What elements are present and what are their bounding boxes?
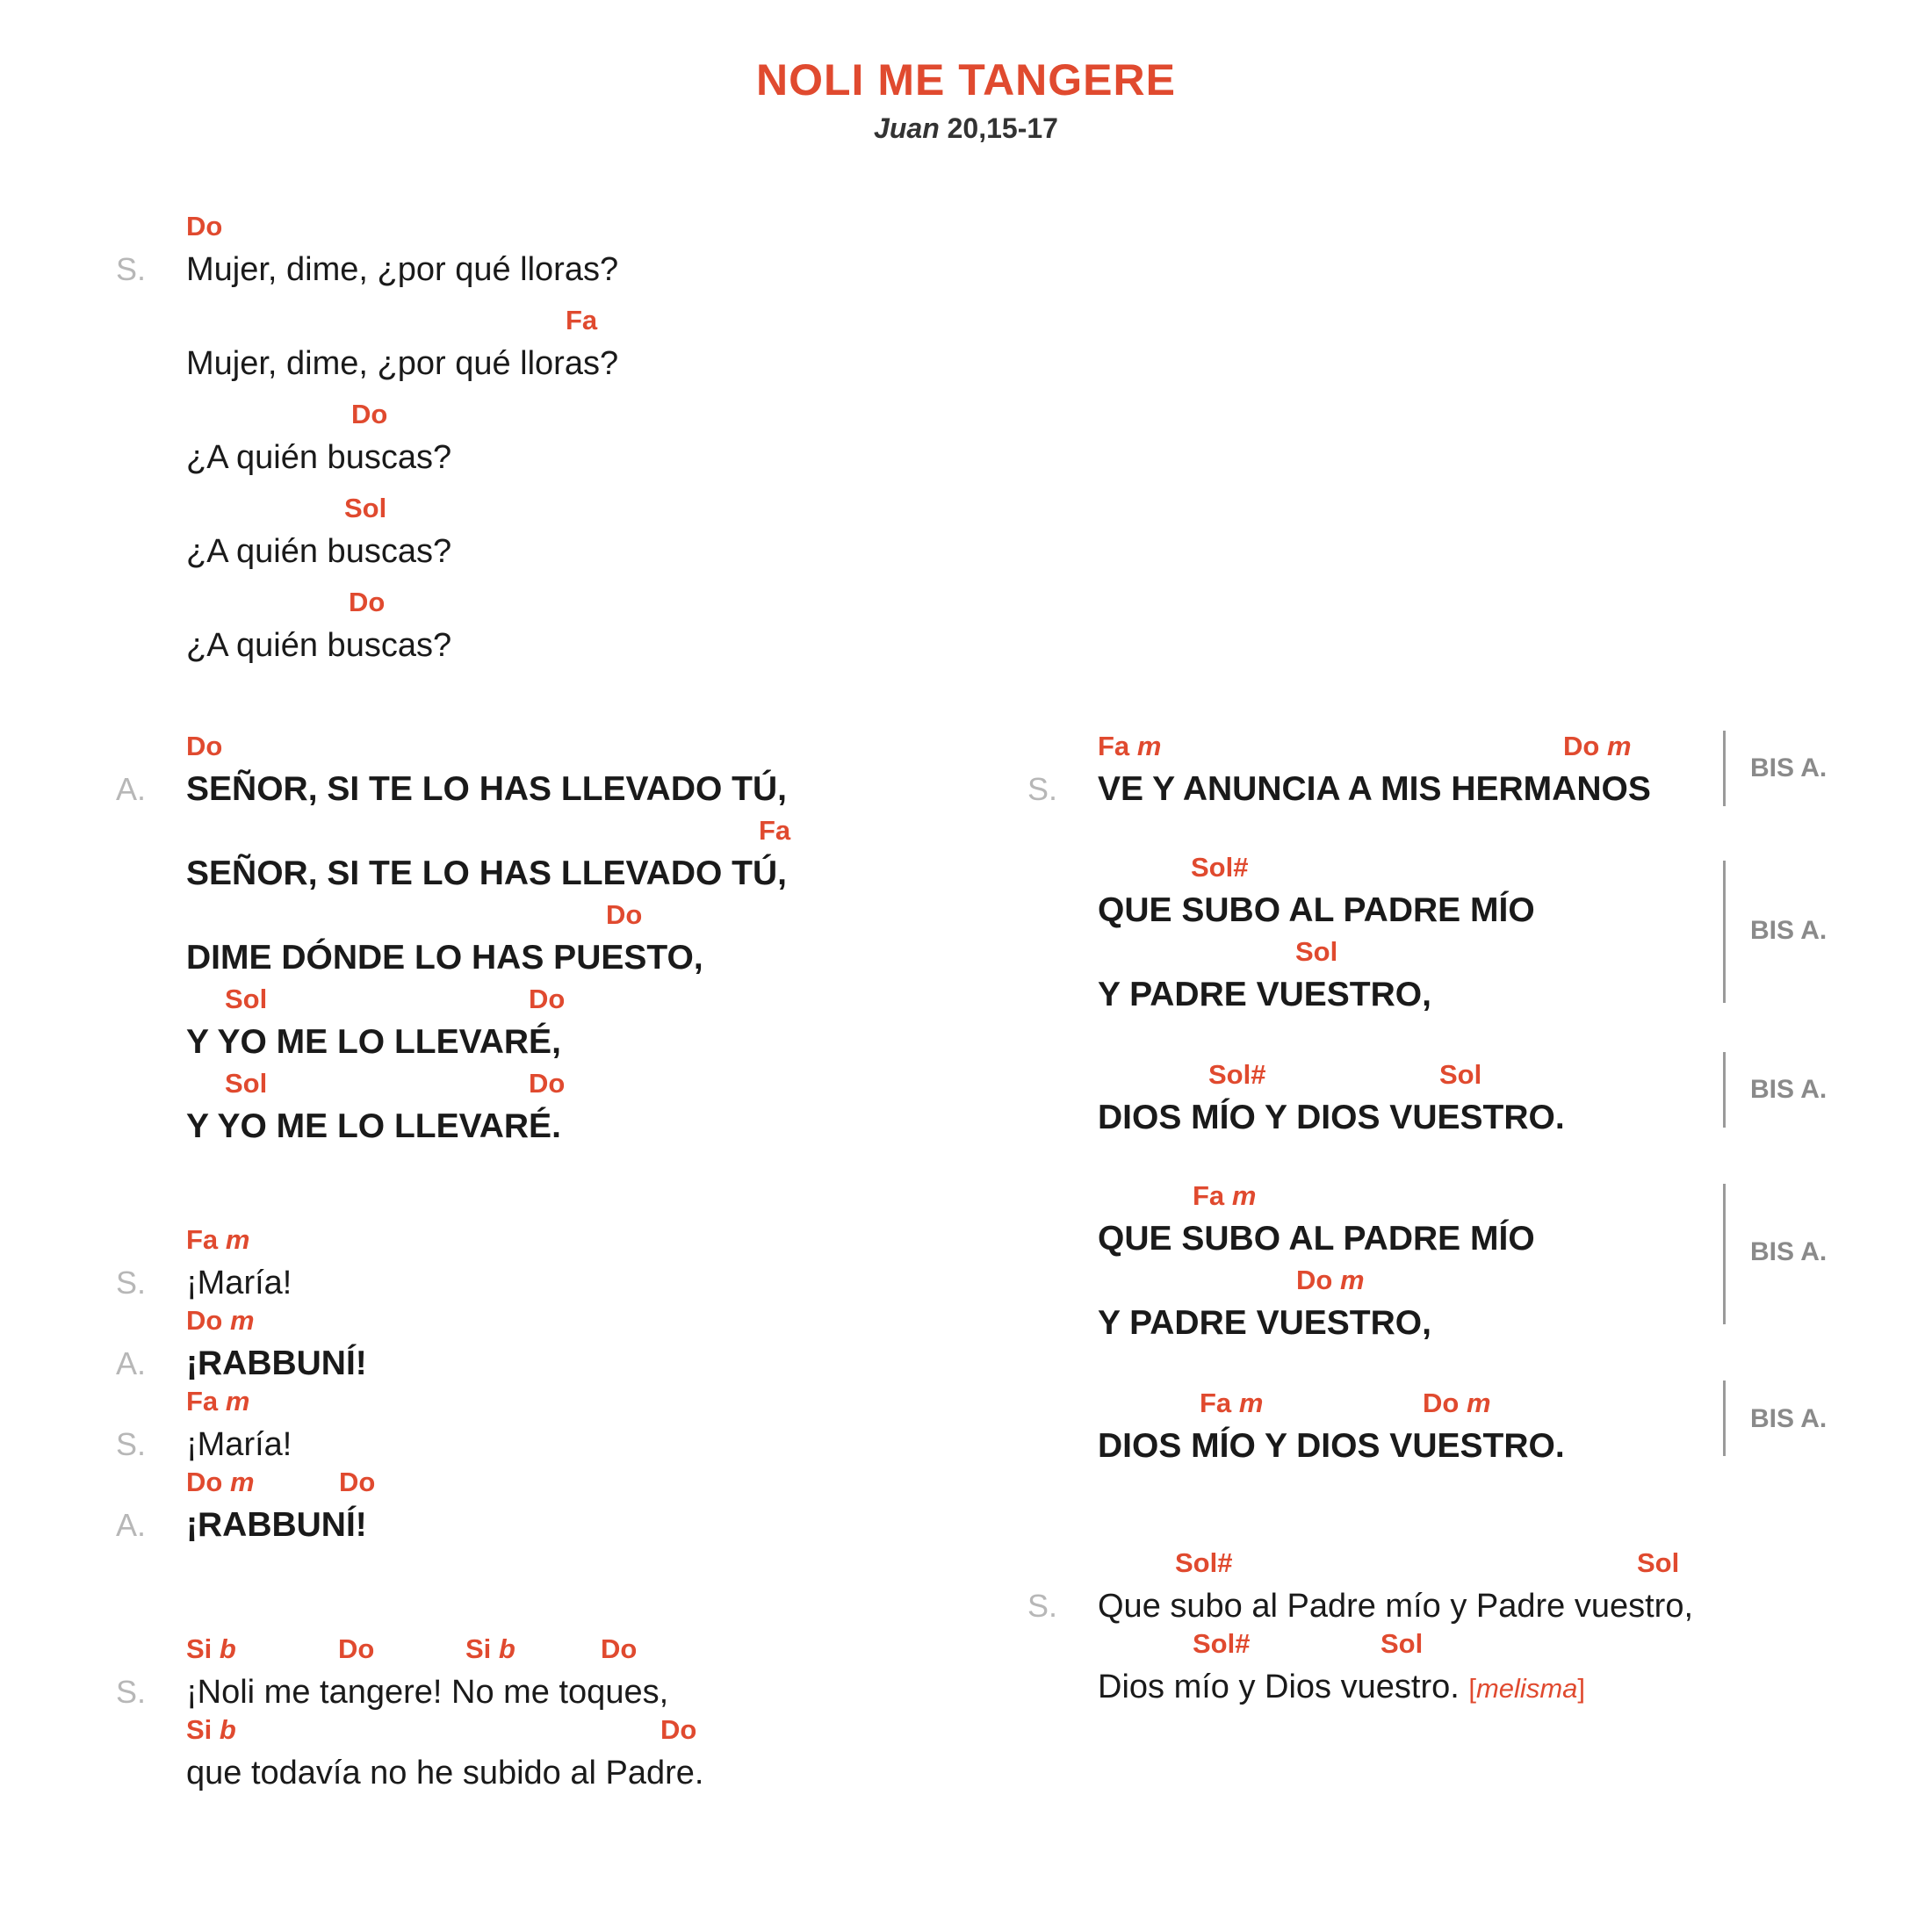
lyric-text: QUE SUBO AL PADRE MÍO [1098, 1220, 1535, 1258]
lyric-line [116, 211, 619, 292]
lyric-text: Que subo al Padre mío y Padre vuestro, [1098, 1588, 1694, 1625]
chord-label: Do m [186, 1305, 255, 1336]
lyric-line [1098, 1059, 1565, 1140]
lyric-line [1027, 731, 1651, 811]
chord-label: Sol [1439, 1059, 1482, 1090]
bis-label: BIS A. [1750, 753, 1827, 782]
chord-label: Do [338, 1633, 375, 1664]
lyric-text: Y PADRE VUESTRO, [1098, 976, 1431, 1013]
stanza-soloist-1 [116, 211, 619, 667]
stanza-assembly-1 [116, 731, 791, 1149]
lyric-line [116, 1467, 376, 1547]
lyric-line [116, 1386, 367, 1467]
chord-label: Do m [1296, 1265, 1365, 1295]
lyric-text: DIOS MÍO Y DIOS VUESTRO. [1098, 1427, 1565, 1465]
bis-label: BIS A. [1750, 1404, 1827, 1433]
lyric-line [1098, 852, 1535, 933]
part-marker: S. [116, 251, 147, 287]
lyric-text: que todavía no he subido al Padre. [186, 1755, 704, 1791]
melisma-note: [melisma] [1468, 1673, 1586, 1704]
reference-book: Juan [874, 112, 940, 144]
song-title: NOLI ME TANGERE [756, 55, 1176, 105]
lyric-text: DIOS MÍO Y DIOS VUESTRO. [1098, 1099, 1565, 1136]
lyric-line [1098, 936, 1535, 1017]
chord-label: Do [606, 899, 643, 930]
stanza-soloist-3 [1027, 1547, 1694, 1711]
lyric-text: SEÑOR, SI TE LO HAS LLEVADO TÚ, [186, 854, 787, 892]
dialog-maria-rabbuni [116, 1224, 376, 1547]
part-marker: A. [116, 771, 147, 807]
lyric-line [116, 1633, 703, 1714]
bis-label: BIS A. [1750, 916, 1827, 945]
chord-label: Do m [1423, 1388, 1491, 1418]
chord-label: Do m [186, 1467, 255, 1497]
chord-label: Si b [186, 1714, 236, 1745]
chord-label: Sol [344, 493, 387, 523]
bis-bracket [1723, 1381, 1726, 1456]
lyric-text: ¡RABBUNÍ! [186, 1344, 367, 1382]
refrain-dios-mio-2 [1098, 1388, 1565, 1468]
lyric-line [186, 1068, 787, 1149]
lyric-text: ¡María! [186, 1426, 292, 1463]
chord-label: Do [339, 1467, 376, 1497]
lyric-text: Y YO ME LO LLEVARÉ. [186, 1107, 561, 1145]
lyric-line [1098, 1265, 1535, 1345]
chord-label: Sol [225, 1068, 268, 1099]
chord-label: Sol [225, 984, 268, 1014]
chord-label: Do [186, 731, 223, 761]
chord-label: Do [529, 1068, 566, 1099]
chord-label: Do [529, 984, 566, 1014]
lyric-line [186, 587, 618, 667]
lyric-text: Y PADRE VUESTRO, [1098, 1304, 1431, 1342]
lyric-text: ¿A quién buscas? [186, 533, 452, 570]
refrain-que-subo-1 [1098, 852, 1535, 1017]
chord-label: Fa m [1098, 731, 1162, 761]
part-marker: S. [1027, 771, 1058, 807]
refrain-ve-y-anuncia [1027, 731, 1651, 811]
lyric-line [116, 1305, 367, 1386]
part-marker: A. [116, 1507, 147, 1543]
chord-label: Sol# [1175, 1547, 1233, 1578]
chord-label: Sol [1637, 1547, 1680, 1578]
chord-label: Do [351, 399, 388, 429]
chord-label: Sol# [1208, 1059, 1266, 1090]
lyric-line [1027, 1547, 1694, 1628]
lyric-text: ¡Noli me tangere! No me toques, [186, 1674, 669, 1711]
part-marker: S. [116, 1265, 147, 1301]
lyric-text: Y YO ME LO LLEVARÉ, [186, 1023, 561, 1061]
part-marker: S. [116, 1426, 147, 1462]
chord-label: Sol [1295, 936, 1338, 967]
lyric-text [1098, 1665, 1693, 1711]
bis-bracket [1723, 1052, 1726, 1128]
lyric-text: QUE SUBO AL PADRE MÍO [1098, 891, 1535, 929]
lyric-line [116, 1224, 367, 1305]
lyric-line [186, 399, 618, 479]
lyric-line [186, 984, 787, 1064]
lyric-text: DIME DÓNDE LO HAS PUESTO, [186, 939, 703, 977]
chord-label: Si b [465, 1633, 515, 1664]
chord-label: Sol [1381, 1628, 1424, 1659]
refrain-dios-mio-1 [1098, 1059, 1565, 1140]
chord-label: Fa [759, 815, 791, 846]
chord-label: Fa m [1200, 1388, 1264, 1418]
bis-label: BIS A. [1750, 1075, 1827, 1104]
reference-verses: 20,15-17 [947, 112, 1058, 144]
lyric-line [186, 899, 787, 980]
chord-label: Sol# [1193, 1628, 1251, 1659]
lyric-text: SEÑOR, SI TE LO HAS LLEVADO TÚ, [186, 770, 787, 808]
lyric-text: Mujer, dime, ¿por qué lloras? [186, 345, 619, 382]
lyric-line [1098, 1628, 1693, 1711]
stanza-soloist-2 [116, 1633, 704, 1795]
lyric-text: ¿A quién buscas? [186, 627, 452, 664]
chord-label: Sol# [1191, 852, 1249, 883]
chord-label: Fa m [186, 1224, 250, 1255]
lyric-text-main: Dios mío y Dios vuestro. [1098, 1669, 1460, 1705]
chord-label: Si b [186, 1633, 236, 1664]
lyric-line [186, 493, 618, 573]
bis-bracket [1723, 731, 1726, 806]
lyric-line [1098, 1388, 1565, 1468]
lyric-text: ¿A quién buscas? [186, 439, 452, 476]
part-marker: S. [1027, 1588, 1058, 1624]
lyric-line [186, 815, 791, 896]
chord-label: Fa m [1193, 1180, 1257, 1211]
lyric-line [116, 731, 787, 811]
lyric-text: Mujer, dime, ¿por qué lloras? [186, 251, 619, 288]
lyric-line [186, 1714, 703, 1795]
lyric-text: VE Y ANUNCIA A MIS HERMANOS [1098, 770, 1651, 808]
lyric-text: ¡María! [186, 1265, 292, 1301]
chord-label: Do [186, 211, 223, 242]
chord-label: Do m [1563, 731, 1632, 761]
chord-label: Do [660, 1714, 697, 1745]
refrain-que-subo-2 [1098, 1180, 1535, 1345]
chord-label: Fa [566, 305, 598, 335]
lyric-line [1098, 1180, 1535, 1261]
chord-label: Do [349, 587, 386, 617]
chord-label: Do [601, 1633, 638, 1664]
part-marker: A. [116, 1345, 147, 1381]
lyric-text: ¡RABBUNÍ! [186, 1506, 367, 1544]
scripture-reference [0, 112, 1932, 145]
bis-bracket [1723, 1184, 1726, 1324]
lyric-line [186, 305, 618, 386]
bis-bracket [1723, 861, 1726, 1003]
part-marker: S. [116, 1674, 147, 1710]
chord-label: Fa m [186, 1386, 250, 1417]
bis-label: BIS A. [1750, 1237, 1827, 1266]
